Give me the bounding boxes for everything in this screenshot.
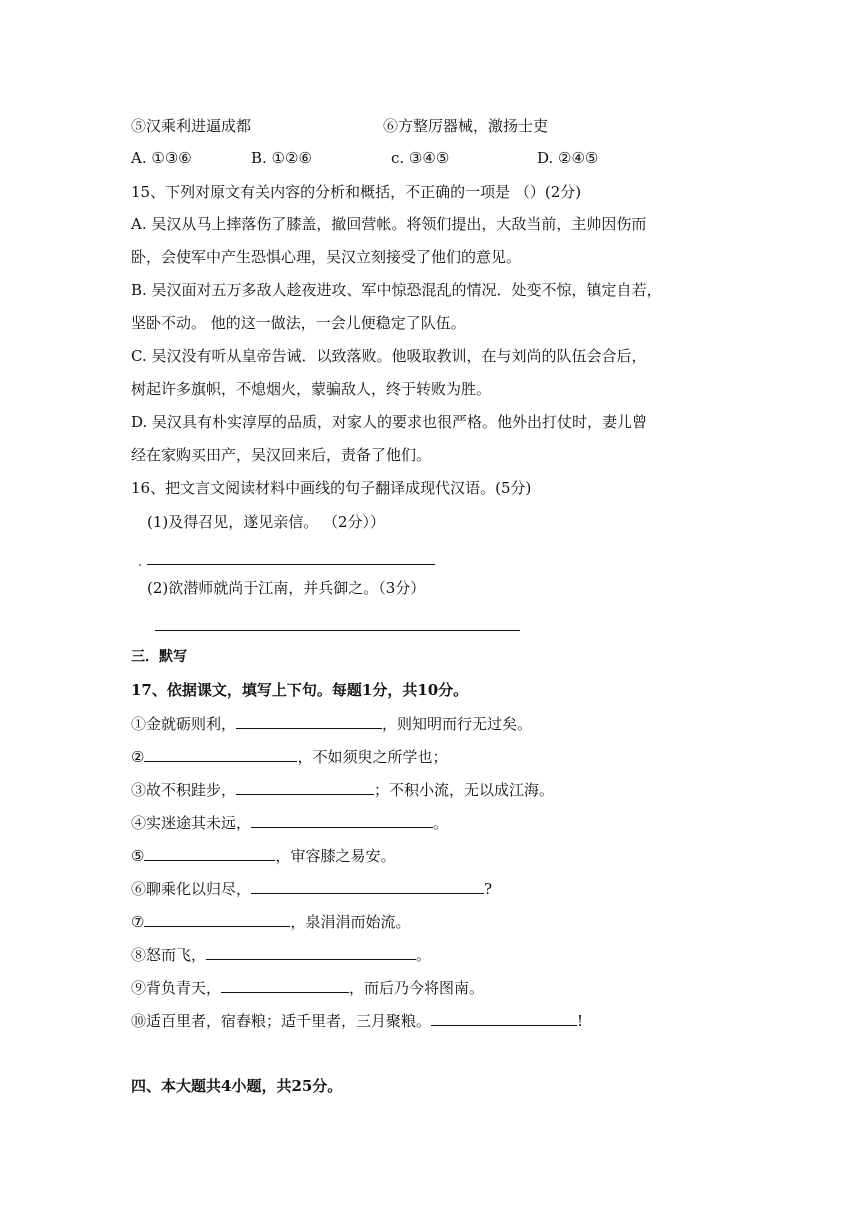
section-4-title: 四、本大题共4小题，共25分。 (131, 1077, 343, 1095)
q14-choice-b: B. ①②⑥ (251, 149, 312, 167)
q17-item-3 (131, 779, 554, 800)
q17-item-9 (131, 977, 484, 998)
q14-choice-d: D. ②④⑤ (537, 149, 599, 167)
q17-item-5-suffix: ，审容膝之易安。 (275, 847, 396, 865)
q15-option-b-line2: 坚卧不动。 他的这一做法，一会儿便稳定了队伍。 (131, 314, 466, 332)
q15-option-a-line2: 卧，会使军中产生恐惧心理，吴汉立刻接受了他们的意见。 (131, 248, 522, 266)
q16-sentence-1: (1)及得召见，遂见亲信。 （2分）） (147, 513, 386, 531)
q17-item-10-suffix: ! (577, 1012, 584, 1030)
q17-item-10-blank[interactable] (431, 1010, 577, 1026)
q17-item-3-suffix: ；不积小流，无以成江海。 (374, 781, 555, 799)
q17-item-8-prefix: ⑧怒而飞， (131, 946, 207, 964)
q17-item-10-prefix: ⑩适百里者，宿舂粮；适千里者，三月聚粮。 (131, 1012, 432, 1030)
q16-answer-line-1[interactable] (147, 564, 435, 565)
q17-item-6-suffix: ? (484, 880, 493, 898)
q15-stem: 15、下列对原文有关内容的分析和概括，不正确的一项是 （）(2分) (131, 183, 582, 201)
q17-item-1-blank[interactable] (236, 713, 382, 729)
q15-option-b-line1: B. 吴汉面对五万多敌人趁夜进攻、军中惊恐混乱的情况．处变不惊，镇定自若， (131, 281, 662, 299)
q14-choice-c: c. ③④⑤ (391, 149, 450, 167)
q17-item-8 (131, 944, 431, 965)
q16-sentence-2: (2)欲潜师就尚于江南，并兵御之。（3分） (147, 579, 426, 597)
q15-option-d-line1: D. 吴汉具有朴实淳厚的品质，对家人的要求也很严格。他外出打仗时，妻儿曾 (131, 413, 648, 431)
q17-item-5-prefix: ⑤ (131, 847, 145, 865)
stray-mark (139, 564, 141, 566)
q17-item-9-prefix: ⑨背负青天， (131, 979, 222, 997)
q17-item-5-blank[interactable] (144, 845, 275, 861)
q14-option-6: ⑥方整厉器械，激扬士吏 (383, 117, 549, 135)
q16-stem: 16、把文言文阅读材料中画线的句子翻译成现代汉语。(5分) (131, 479, 532, 497)
q17-item-1 (131, 713, 532, 734)
q17-item-10 (131, 1010, 583, 1031)
q17-item-4 (131, 812, 448, 833)
q17-item-6-prefix: ⑥聊乘化以归尽， (131, 880, 252, 898)
q15-option-d-line2: 经在家购买田产，吴汉回来后，责备了他们。 (131, 446, 432, 464)
q14-choice-a: A. ①③⑥ (131, 149, 192, 167)
q17-item-8-suffix: 。 (416, 946, 432, 964)
q17-item-9-blank[interactable] (221, 977, 349, 993)
q17-item-7-blank[interactable] (144, 911, 290, 927)
q17-item-7 (131, 911, 410, 932)
q15-option-c-line1: C. 吴汉没有听从皇帝告诫．以致落败。他吸取教训，在与刘尚的队伍会合后， (131, 347, 647, 365)
q17-item-4-prefix: ④实迷途其未远， (131, 814, 252, 832)
q17-item-3-blank[interactable] (236, 779, 374, 795)
q17-item-2-prefix: ② (131, 748, 145, 766)
q17-item-2-blank[interactable] (144, 746, 297, 762)
q17-item-7-suffix: ，泉涓涓而始流。 (290, 913, 411, 931)
q17-item-7-prefix: ⑦ (131, 913, 145, 931)
q17-item-6-blank[interactable] (251, 878, 484, 894)
q17-item-2-suffix: ，不如须臾之所学也； (297, 748, 448, 766)
q17-item-8-blank[interactable] (206, 944, 416, 960)
q16-answer-line-2[interactable] (155, 630, 520, 631)
q15-option-c-line2: 树起许多旗帜，不熄烟火，蒙骗敌人，终于转败为胜。 (131, 380, 492, 398)
q17-item-2 (131, 746, 447, 767)
section-3-title: 三．默写 (131, 649, 187, 665)
q17-item-6 (131, 878, 492, 899)
q17-item-4-blank[interactable] (251, 812, 433, 828)
q17-item-9-suffix: ，而后乃今将图南。 (349, 979, 485, 997)
q17-item-5 (131, 845, 395, 866)
q17-stem: 17、依据课文，填写上下句。每题1分，共10分。 (131, 681, 469, 699)
q14-option-5: ⑤汉乘利进逼成都 (131, 117, 252, 135)
q15-option-a-line1: A. 吴汉从马上摔落伤了膝盖，撤回营帐。将领们提出，大敌当前，主帅因伤而 (131, 215, 647, 233)
q17-item-4-suffix: 。 (433, 814, 449, 832)
q17-item-1-suffix: ，则知明而行无过矣。 (382, 715, 533, 733)
q17-item-3-prefix: ③故不积跬步， (131, 781, 237, 799)
q17-item-1-prefix: ①金就砺则利， (131, 715, 237, 733)
